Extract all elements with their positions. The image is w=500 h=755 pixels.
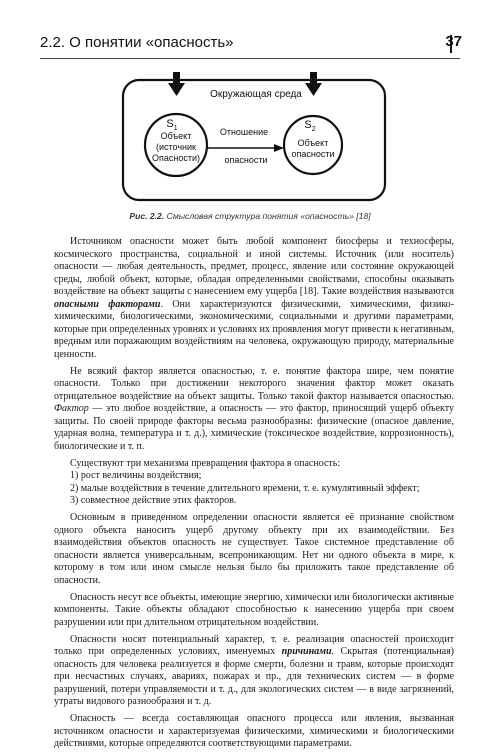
header-rule <box>40 58 460 59</box>
term-causes: причинами <box>281 646 332 657</box>
input-arrow-left <box>168 72 185 96</box>
s2-line-2: опасности <box>291 149 335 159</box>
s1-label: $S_1$ <box>166 118 178 132</box>
input-arrow-right <box>305 72 322 96</box>
environment-label: Окружающая среда <box>210 89 302 100</box>
list-item: 3) совместное действие этих факторов. <box>70 495 237 506</box>
page-number: 37 <box>445 33 462 50</box>
s2-line-1: Объект <box>297 138 329 148</box>
term-dangerous-factors: опасными факторами <box>54 298 161 310</box>
paragraph-5: Опасность несут все объекты, имеющие энергию, химически или биологически активные компоненты. Такие объекты обладают способностью к нанесению ущерба при своем разрушении или при длительном отрицательном воздействии. <box>54 591 454 628</box>
s1-line-1: Объект <box>160 131 192 141</box>
paragraph-2: Не всякий фактор является опасностью, т. е. понятие фактора шире, чем понятие опасности. Только при достижении некоторого значения фактор может оказать отрицательное воздействие на объект защиты. Только такой фактор называется опасностью. Фактор — это любое воздействие, а опасность — это фактор, приносящий ущерб объекту защиты. По своей природе факторы весьма разнообразны: физические (опасное давление, ударная волна, температура и т. д.), химические (токсическое воздействие, коррозионность), биологические и т. п. <box>54 365 454 452</box>
paragraph-7: Опасность — всегда составляющая опасного процесса или явления, вызванная источником опасности и характеризуемая физическими, химическими и биологическими действиями, которые определяются соответствующими параметрами. <box>54 713 454 749</box>
s1-line-2: (источник <box>156 142 196 152</box>
paragraph-6: Опасности носят потенциальный характер, т. е. реализация опасностей происходит только при определенных условиях, именуемых причинами. Скрытая (потенциальная) опасность для человека реализуется в форме смерти, болезни и травм, которые происходят при несчастных случаях, авариях, пожарах и пр., для технических систем — в форме разрушений, потери управляемости и т. д., для экологических систем — в виде загрязнений, утраты видового разнообразия и т. д. <box>54 633 455 707</box>
paragraph-3: Существуют три механизма превращения фактора в опасность: <box>70 457 341 469</box>
body-text <box>54 236 454 755</box>
page-header <box>0 0 500 64</box>
term-factor: Фактор <box>54 403 89 414</box>
paragraph-4: Основным в приведенном определении опасности является её признание свойством одного объекта наносить ущерб другому объекту при их взаимодействии. Без взаимодействия объектов опасность не существует. Такое системное представление об опасности является универсальным, всепроникающим. Нет ни одного объекта в мире, к которому в том или ином смысле нельзя было бы приложить такое представление об опасности. <box>54 512 454 586</box>
paragraph-1: Источником опасности может быть любой компонент биосферы и техносферы, космического пространства, социальной и иной системы. Источник (или носитель) опасности — любая деятельность, предмет, процесс, явление или состояние окружающей среды, любой объект, которые, обладая определенными свойствами, способны оказывать воздействие на объект защиты с нанесением ему ущерба [18]. Такие воздействия называются опасными факторами. Они характеризуются физическими, химическими, физико-химическими, биологическими, экономическими, социальными и другими параметрами, которые при определенных уровнях и условиях их проявления могут привести к негативным, вредным или поражающим воздействиям на человека, окружающую природу, материальные ценности. <box>54 236 455 360</box>
figure-caption <box>0 211 500 221</box>
list-item: 1) рост величины воздействия; <box>70 470 202 481</box>
relation-top-label: Отношение <box>219 127 269 137</box>
s2-label: $S_2$ <box>304 119 316 133</box>
s1-line-3: Опасности) <box>151 153 201 163</box>
relation-arrow <box>208 144 284 152</box>
list-item: 2) малые воздействия в течение длительного времени, т. е. кумулятивный эффект; <box>70 482 420 494</box>
caption-label: Рис. 2.2. <box>129 211 165 221</box>
section-title: 2.2. О понятии «опасность» <box>40 34 234 51</box>
caption-text: Смысловая структура понятия «опасность» [18] <box>166 211 371 221</box>
danger-structure-diagram <box>120 70 390 206</box>
relation-bottom-label: опасности <box>224 155 268 165</box>
